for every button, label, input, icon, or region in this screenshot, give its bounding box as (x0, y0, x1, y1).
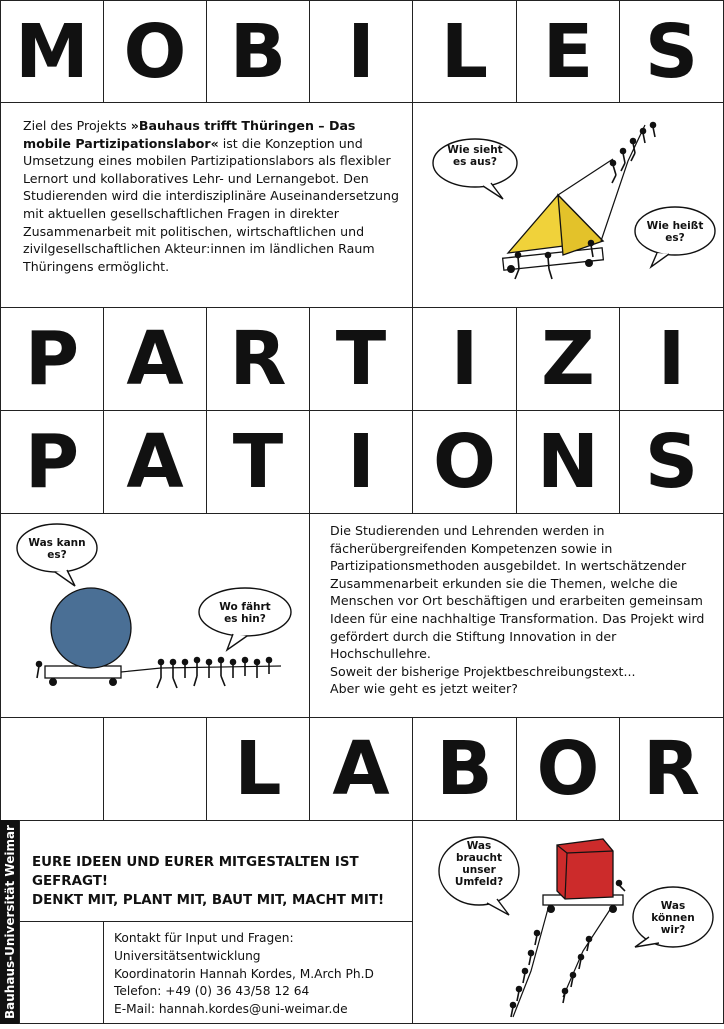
description-block (309, 513, 724, 718)
bubble-line: wir? (660, 924, 686, 936)
description-text (330, 522, 714, 698)
letter-cell: S (619, 0, 724, 103)
contact-coordinator: Koordinatorin Hannah Kordes, M.Arch Ph.D (114, 966, 374, 981)
speech-bubble (199, 588, 291, 650)
intro-body: ist die Konzeption und Umsetzung eines mobilen Partizipationslabors als flexibler Lernort und kollaboratives Lehr- und Lernangebot. Den Studierenden wird die interdisziplinäre Auseinandersetzung mit aktuellen gesellschaftlichen Fragen in direkter Zusammenarbeit mit politischen, wirtschaftlichen und zivilgesellschaftlichen Akteur:innen im ländlichen Raum Thüringens ermöglicht. (23, 135, 399, 274)
speech-bubble (439, 837, 519, 915)
description-body: Die Studierenden und Lehrenden werden in fächerübergreifenden Kompetenzen sowie in Partizipationsmethoden ausgebildet. In wertschätzender Zusammenarbeit erkunden sie die Themen, welche die Menschen vor Ort beschäftigen und erarbeiten gemeinsam Ideen für eine nachhaltige Transformation. Das Projekt wird gefördert durch die Stiftung Innovation in der Hochschullehre. (330, 523, 705, 662)
letter-cell: T (309, 307, 413, 411)
sphere-drawing (1, 514, 311, 719)
bubble-line: können (651, 912, 695, 924)
callout-line: DENKT MIT, PLANT MIT, BAUT MIT, MACHT MIT! (32, 893, 385, 908)
letter-cell: A (309, 717, 413, 821)
letter-cell: R (206, 307, 310, 411)
bubble-line: es? (47, 549, 67, 561)
letter-cell: T (206, 410, 310, 514)
callout-block (19, 820, 413, 922)
pyramid-drawing (413, 103, 724, 309)
bubble-line: Wo fährt (219, 601, 271, 613)
intro-prefix: Ziel des Projekts (23, 118, 131, 133)
empty-cell (103, 717, 207, 821)
letter-cell: A (103, 410, 207, 514)
letter-cell: I (412, 307, 517, 411)
bubble-line: Was kann (28, 537, 86, 549)
letter-cell: P (0, 410, 104, 514)
letter-cell: O (516, 717, 620, 821)
bubble-line: es? (665, 232, 685, 244)
bubble-line: Umfeld? (454, 876, 504, 888)
cube-illustration (412, 820, 724, 1024)
bubble-line: braucht (456, 852, 502, 864)
bubble-line: Wie heißt (646, 220, 704, 232)
letter-cell: B (412, 717, 517, 821)
letter-cell: A (103, 307, 207, 411)
bubble-line: Was (466, 840, 492, 852)
empty-cell (0, 717, 104, 821)
bubble-text (219, 601, 270, 625)
letter-cell: O (412, 410, 517, 514)
letter-cell: B (206, 0, 310, 103)
bubble-line: Wie sieht (447, 144, 503, 156)
contact-text (114, 930, 410, 1019)
contact-heading: Kontakt für Input und Fragen: (114, 931, 294, 945)
bubble-text (447, 144, 502, 168)
description-question: Aber wie geht es jetzt weiter? (330, 681, 518, 697)
letter-cell: P (0, 307, 104, 411)
letter-cell: M (0, 0, 104, 103)
sphere-shape (51, 588, 131, 668)
bubble-line: es hin? (224, 613, 266, 625)
speech-bubble (633, 887, 713, 947)
bubble-line: es aus? (453, 156, 497, 168)
empty-cell (19, 921, 104, 1024)
publisher-bar (0, 820, 20, 1024)
callout-line: EURE IDEEN UND EURER MITGESTALTEN IST GEFRAGT! (32, 855, 359, 889)
contact-department: Universitätsentwicklung (114, 948, 261, 963)
intro-block (0, 102, 413, 308)
letter-cell: I (309, 0, 413, 103)
contact-block (103, 921, 413, 1024)
publisher-name: Bauhaus-Universität Weimar (3, 825, 17, 1019)
project-title: »Bauhaus trifft Thüringen – Das mobile Partizipationslabor« (23, 118, 356, 151)
speech-bubble (433, 139, 517, 199)
letter-cell: Z (516, 307, 620, 411)
contact-email: E-Mail: hannah.kordes@uni-weimar.de (114, 1002, 348, 1017)
letter-cell: N (516, 410, 620, 514)
cube-drawing (413, 821, 724, 1025)
bubble-line: unser (462, 864, 496, 876)
speech-bubble (635, 207, 715, 267)
description-closing: Soweit der bisherige Projektbeschreibungstext... (330, 663, 636, 679)
intro-text (23, 117, 401, 275)
letter-cell: O (103, 0, 207, 103)
bubble-line (447, 144, 502, 168)
bubble-line: Was (660, 900, 686, 912)
letter-cell: I (309, 410, 413, 514)
bubble-line (219, 601, 270, 625)
pyramid-illustration (412, 102, 724, 308)
letter-cell: I (619, 307, 724, 411)
letter-cell: S (619, 410, 724, 514)
letter-cell: R (619, 717, 724, 821)
speech-bubble (17, 524, 97, 586)
letter-cell: E (516, 0, 620, 103)
letter-cell: L (412, 0, 517, 103)
callout-text (32, 853, 406, 910)
sphere-illustration (0, 513, 310, 718)
letter-cell: L (206, 717, 310, 821)
contact-phone: Telefon: +49 (0) 36 43/58 12 64 (114, 984, 310, 999)
